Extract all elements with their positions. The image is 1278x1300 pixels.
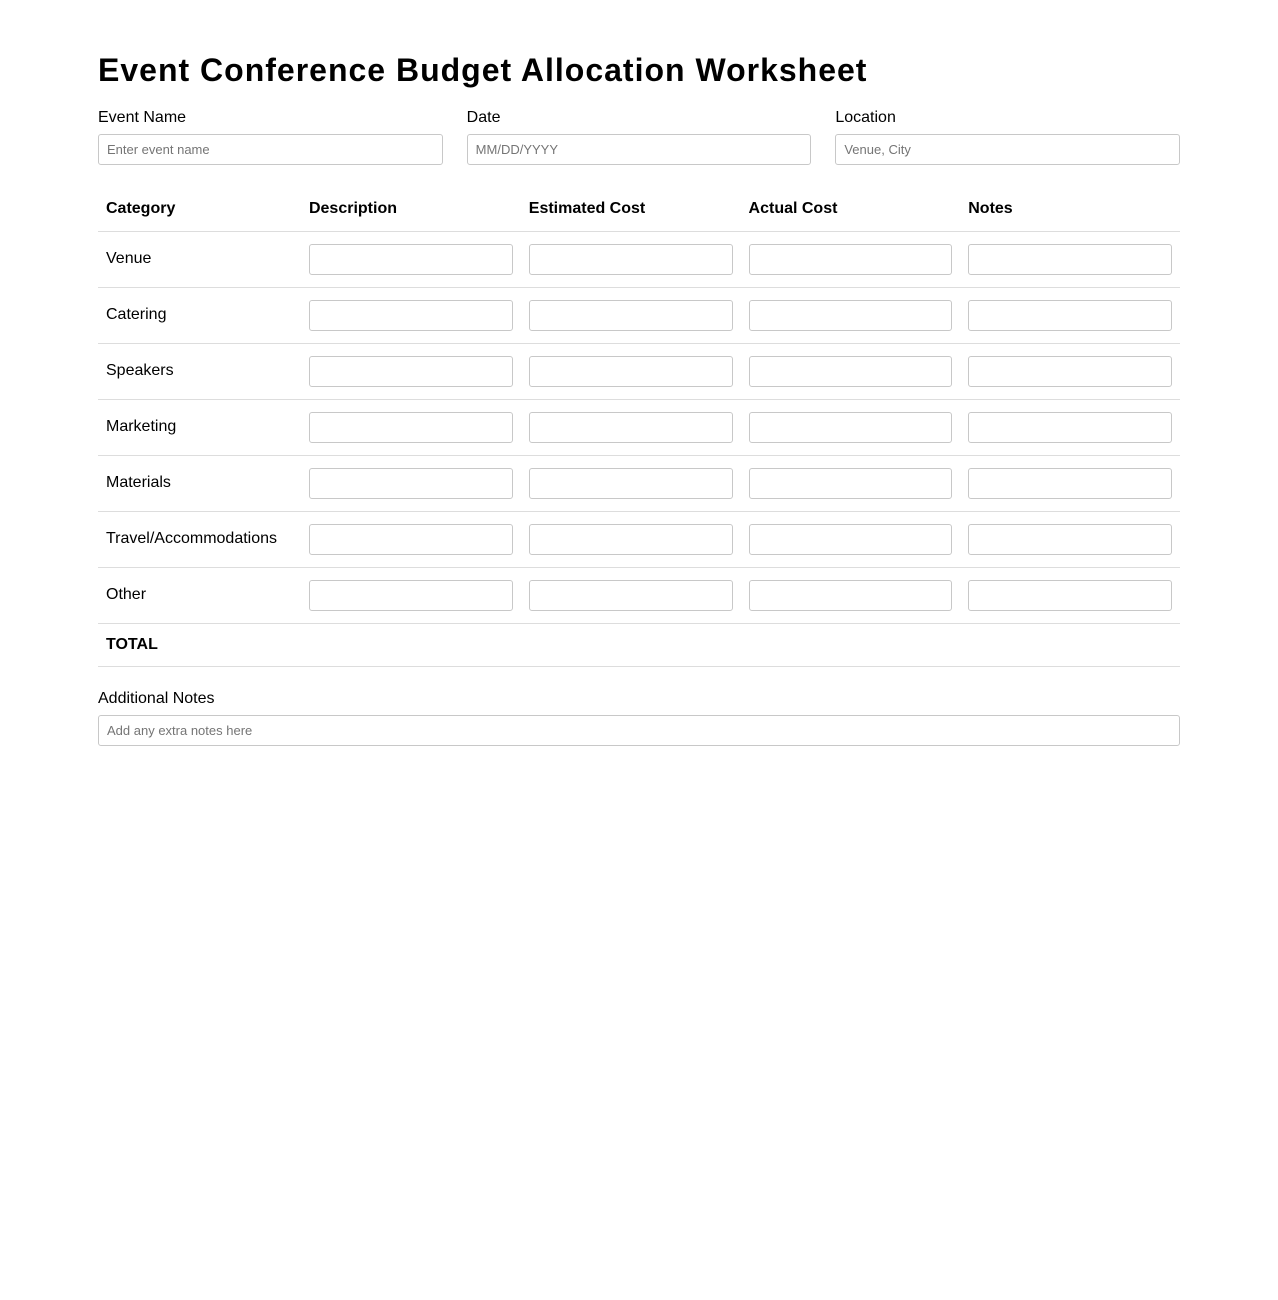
marketing-actual-cost-input[interactable] <box>749 412 953 443</box>
speakers-notes-input[interactable] <box>968 356 1172 387</box>
date-field-group <box>467 108 812 165</box>
budget-table <box>98 187 1180 667</box>
catering-notes-input[interactable] <box>968 300 1172 331</box>
location-field-group <box>835 108 1180 165</box>
location-label: Location <box>835 109 896 126</box>
venue-estimated-cost-input[interactable] <box>529 244 733 275</box>
speakers-estimated-cost-input[interactable] <box>529 356 733 387</box>
table-row-marketing <box>98 399 1180 455</box>
materials-actual-cost-input[interactable] <box>749 468 953 499</box>
marketing-estimated-cost-input[interactable] <box>529 412 733 443</box>
materials-description-input[interactable] <box>309 468 513 499</box>
date-input[interactable] <box>467 134 812 165</box>
date-label: Date <box>466 109 501 126</box>
location-input[interactable] <box>835 134 1180 165</box>
total-notes-cell <box>960 623 1180 666</box>
category-cell: Venue <box>98 231 301 287</box>
table-row-other <box>98 567 1180 623</box>
table-row-venue <box>98 231 1180 287</box>
additional-notes-input[interactable] <box>98 715 1180 746</box>
header-category: Category <box>98 187 301 231</box>
other-estimated-cost-input[interactable] <box>529 580 733 611</box>
header-actual-cost: Actual Cost <box>741 187 961 231</box>
additional-notes-group <box>98 689 1180 746</box>
total-estimated-cost-cell <box>521 623 741 666</box>
travel-estimated-cost-input[interactable] <box>529 524 733 555</box>
event-info-fields <box>98 108 1180 165</box>
catering-description-input[interactable] <box>309 300 513 331</box>
category-cell: Catering <box>98 287 301 343</box>
category-cell: Marketing <box>98 399 301 455</box>
header-notes: Notes <box>960 187 1180 231</box>
venue-actual-cost-input[interactable] <box>749 244 953 275</box>
category-cell: Other <box>98 567 301 623</box>
category-cell: Materials <box>98 455 301 511</box>
total-description-cell <box>301 623 521 666</box>
materials-notes-input[interactable] <box>968 468 1172 499</box>
travel-description-input[interactable] <box>309 524 513 555</box>
marketing-description-input[interactable] <box>309 412 513 443</box>
header-description: Description <box>301 187 521 231</box>
catering-actual-cost-input[interactable] <box>749 300 953 331</box>
travel-notes-input[interactable] <box>968 524 1172 555</box>
event-name-label: Event Name <box>98 109 187 126</box>
other-description-input[interactable] <box>309 580 513 611</box>
table-row-travel <box>98 511 1180 567</box>
total-label: TOTAL <box>98 623 301 666</box>
table-row-catering <box>98 287 1180 343</box>
table-header-row <box>98 187 1180 231</box>
materials-estimated-cost-input[interactable] <box>529 468 733 499</box>
table-row-total <box>98 623 1180 666</box>
speakers-description-input[interactable] <box>309 356 513 387</box>
additional-notes-label: Additional Notes <box>98 690 215 707</box>
table-row-speakers <box>98 343 1180 399</box>
speakers-actual-cost-input[interactable] <box>749 356 953 387</box>
category-cell: Travel/Accommodations <box>98 511 301 567</box>
category-cell: Speakers <box>98 343 301 399</box>
table-row-materials <box>98 455 1180 511</box>
travel-actual-cost-input[interactable] <box>749 524 953 555</box>
venue-description-input[interactable] <box>309 244 513 275</box>
other-actual-cost-input[interactable] <box>749 580 953 611</box>
total-actual-cost-cell <box>741 623 961 666</box>
page-title: Event Conference Budget Allocation Worksheet <box>98 52 868 88</box>
other-notes-input[interactable] <box>968 580 1172 611</box>
venue-notes-input[interactable] <box>968 244 1172 275</box>
event-name-field-group <box>98 108 443 165</box>
marketing-notes-input[interactable] <box>968 412 1172 443</box>
catering-estimated-cost-input[interactable] <box>529 300 733 331</box>
header-estimated-cost: Estimated Cost <box>521 187 741 231</box>
event-name-input[interactable] <box>98 134 443 165</box>
